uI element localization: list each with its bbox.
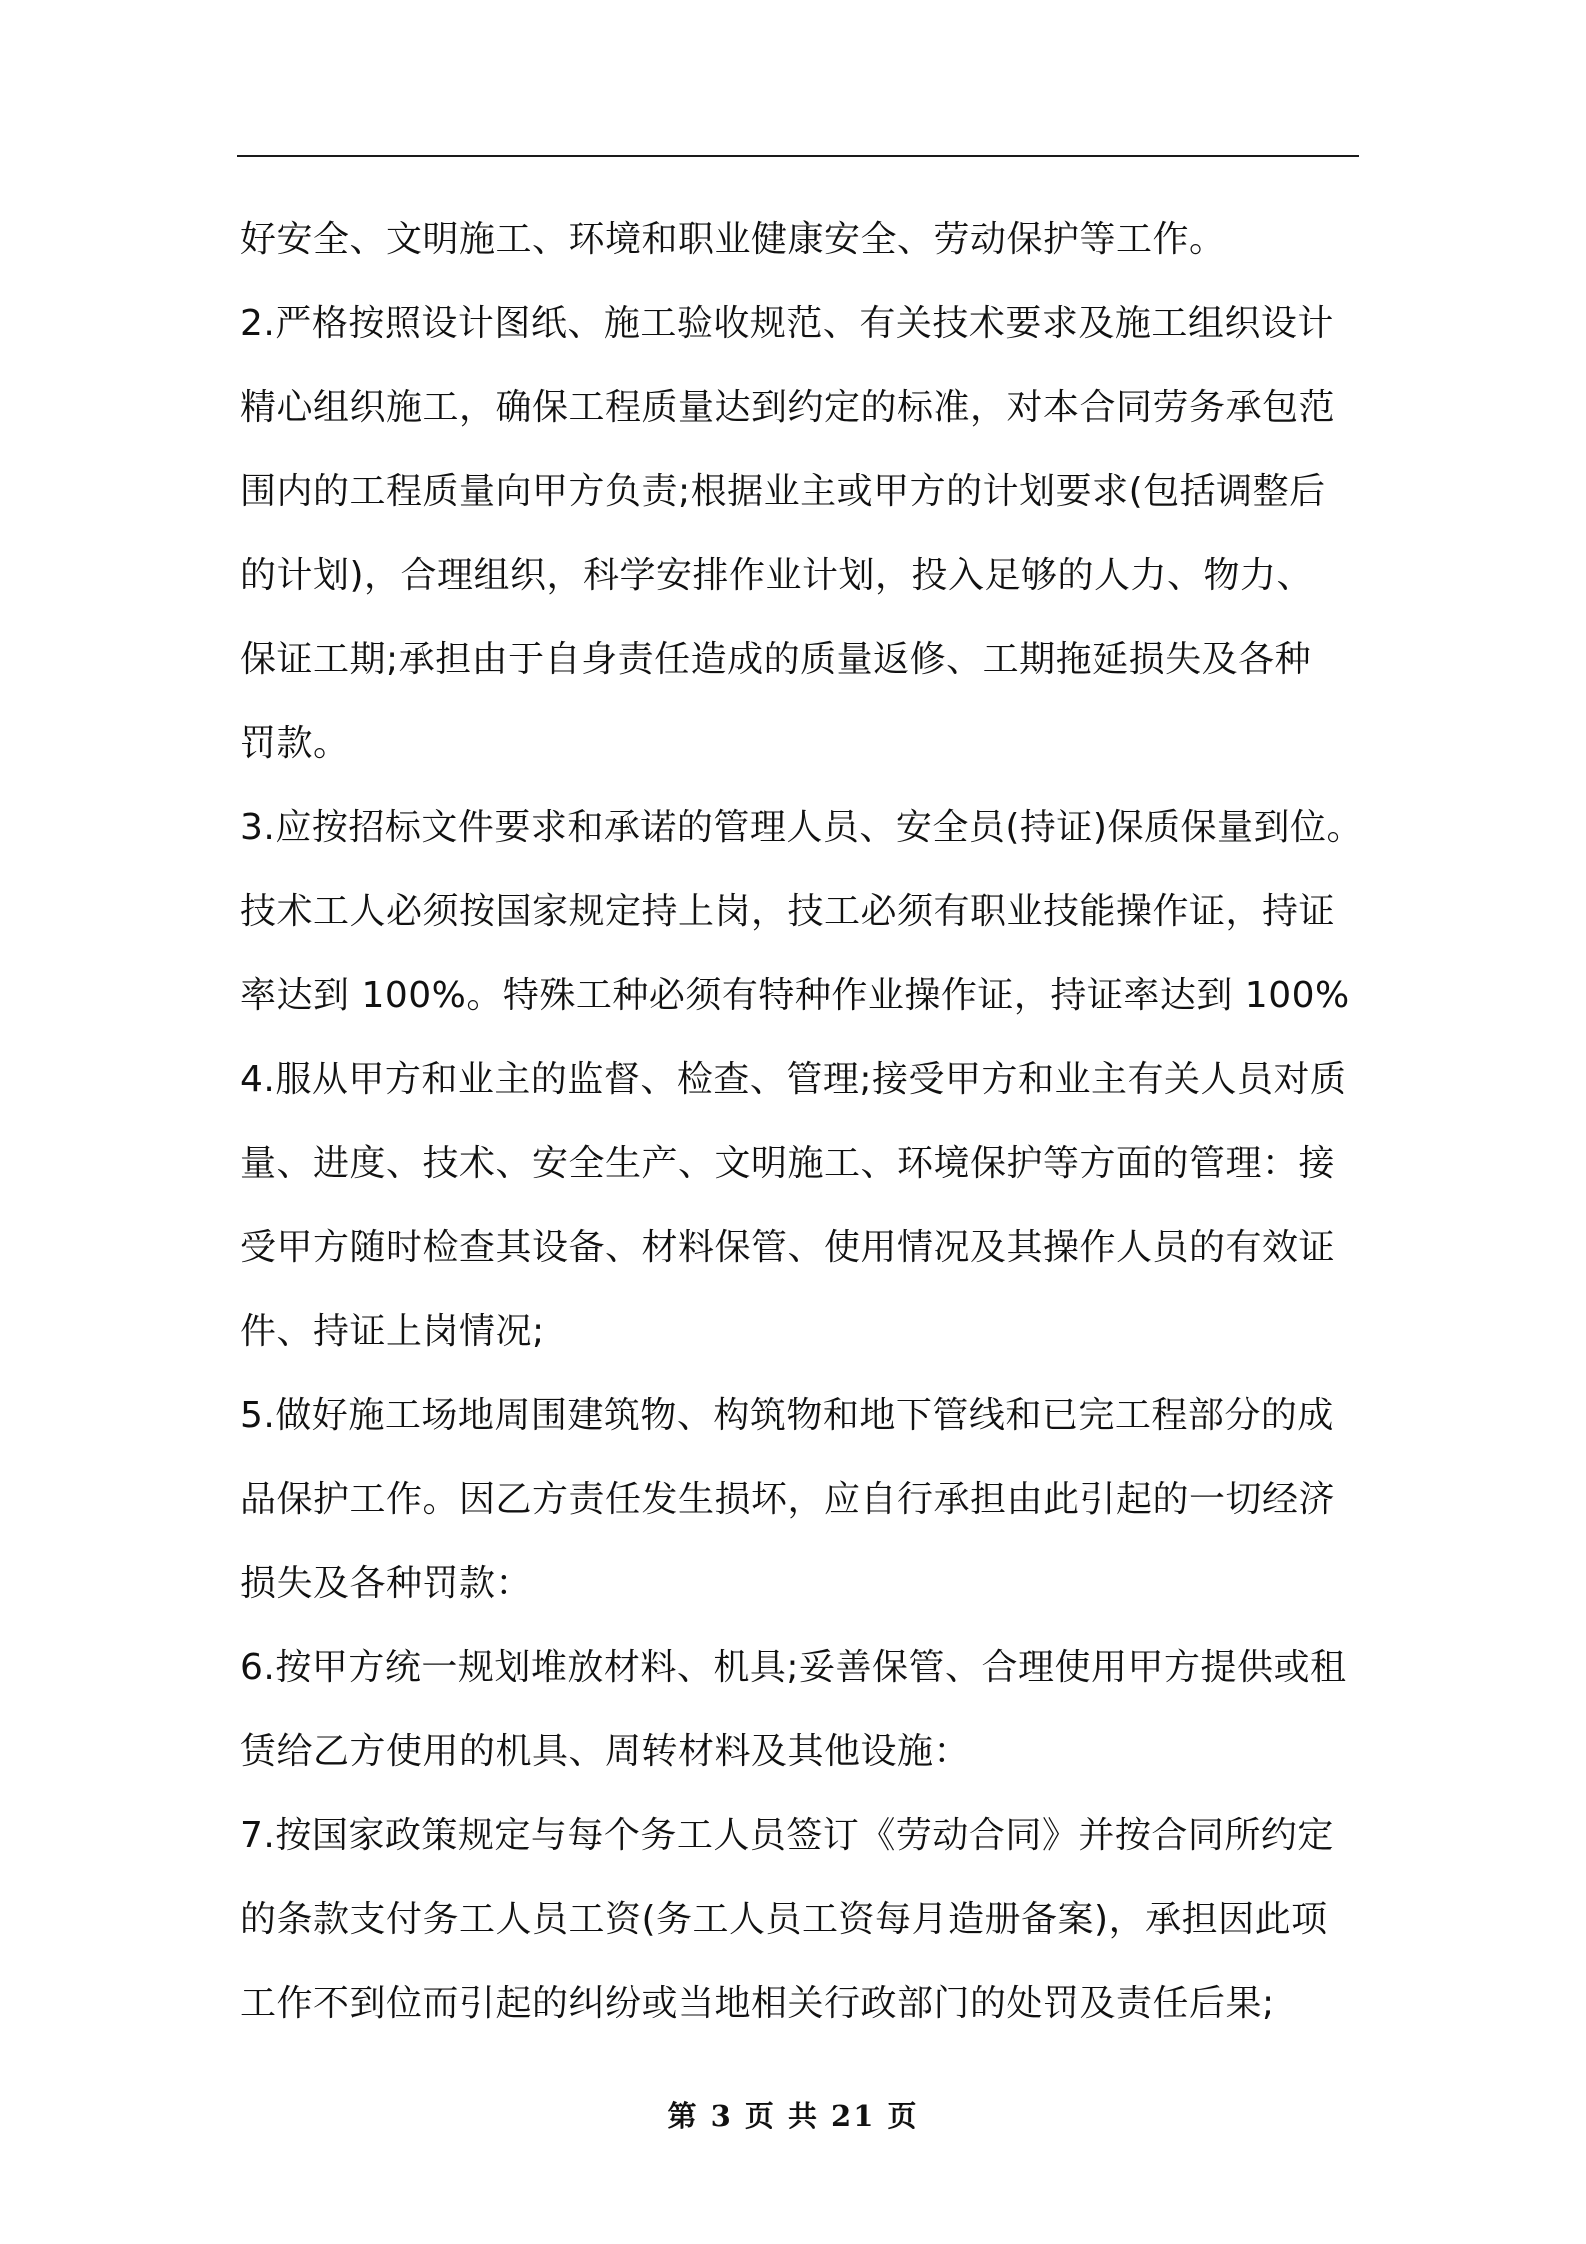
text-line: 的条款支付务工人员工资(务工人员工资每月造册备案)，承担因此项	[240, 1899, 1328, 1940]
text-line: 受甲方随时检查其设备、材料保管、使用情况及其操作人员的有效证	[240, 1227, 1336, 1268]
text-line: 6.按甲方统一规划堆放材料、机具;妥善保管、合理使用甲方提供或租	[240, 1647, 1347, 1688]
text-line: 3.应按招标文件要求和承诺的管理人员、安全员(持证)保质保量到位。	[240, 807, 1363, 848]
text-line: 工作不到位而引起的纠纷或当地相关行政部门的处罚及责任后果;	[240, 1983, 1275, 2024]
text-line: 4.服从甲方和业主的监督、检查、管理;接受甲方和业主有关人员对质	[240, 1059, 1347, 1100]
text-line: 7.按国家政策规定与每个务工人员签订《劳动合同》并按合同所约定	[240, 1815, 1334, 1856]
text-line: 品保护工作。因乙方责任发生损坏，应自行承担由此引起的一切经济	[240, 1479, 1336, 1520]
text-line: 的计划)，合理组织，科学安排作业计划，投入足够的人力、物力、	[240, 555, 1314, 596]
text-line: 技术工人必须按国家规定持上岗，技工必须有职业技能操作证，持证	[240, 891, 1336, 932]
text-line: 好安全、文明施工、环境和职业健康安全、劳动保护等工作。	[240, 219, 1226, 260]
text-line: 量、进度、技术、安全生产、文明施工、环境保护等方面的管理：接	[240, 1143, 1336, 1184]
text-line: 损失及各种罚款：	[240, 1563, 533, 1604]
header-rule	[237, 155, 1359, 157]
text-line: 保证工期;承担由于自身责任造成的质量返修、工期拖延损失及各种	[240, 639, 1312, 680]
text-line: 率达到 100%。特殊工种必须有特种作业操作证，持证率达到 100%	[240, 975, 1350, 1016]
text-line: 件、持证上岗情况;	[240, 1311, 545, 1352]
text-line: 2.严格按照设计图纸、施工验收规范、有关技术要求及施工组织设计	[240, 303, 1334, 344]
text-line: 罚款。	[240, 723, 350, 764]
text-line: 精心组织施工，确保工程质量达到约定的标准，对本合同劳务承包范	[240, 387, 1336, 428]
text-line: 赁给乙方使用的机具、周转材料及其他设施：	[240, 1731, 971, 1772]
text-line: 5.做好施工场地周围建筑物、构筑物和地下管线和已完工程部分的成	[240, 1395, 1334, 1436]
document-body	[240, 198, 1365, 2046]
text-line: 围内的工程质量向甲方负责;根据业主或甲方的计划要求(包括调整后	[240, 471, 1326, 512]
page-number-footer: 第 3 页 共 21 页	[667, 2099, 919, 2133]
